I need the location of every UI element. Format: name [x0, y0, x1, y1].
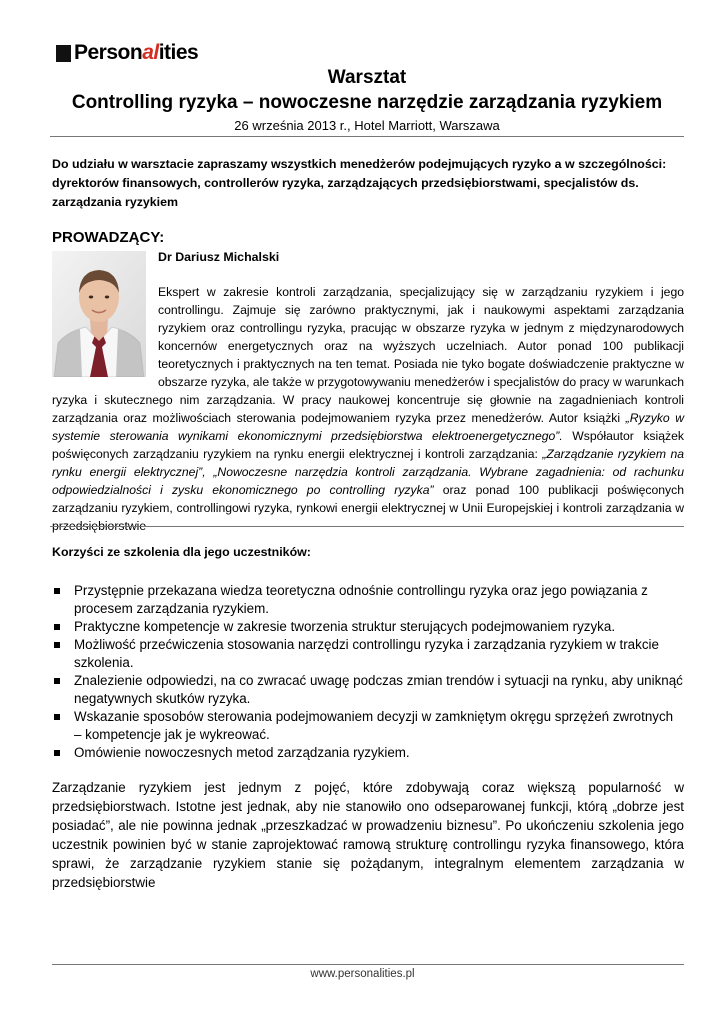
footer-url[interactable]: www.personalities.pl: [310, 968, 415, 980]
bio-book-title-1: „Ryzyko w systemie sterowania wynikami ekonomicznymi przedsiębiorstwa elektroenergetycznego”.: [52, 411, 684, 443]
benefit-text: Przystępnie przekazana wiedza teoretyczna odnośnie controllingu ryzyka oraz jego powiązania z procesem zarządzania ryzykiem.: [74, 583, 648, 616]
list-item: [52, 618, 684, 636]
bio-book-titles-2: „Zarządzanie ryzykiem na rynku energii elektrycznej”, „Nowoczesne narzędzia kontroli zarządzania. Wybrane zagadnienia: od rachunku odpowiedzialności i zysku ekonomicznego po controlling ryzyka”: [52, 447, 684, 497]
list-item: [52, 744, 684, 762]
intro-text: Do udziału w warsztacie zapraszamy wszystkich menedżerów podejmujących ryzyko a w szczególności: dyrektorów finansowych, controllerów ryzyka, zarządzających przedsiębiorstwami, specjalistów ds. zarządzania ryzykiem: [52, 157, 667, 209]
logo-square-icon: [56, 45, 71, 62]
benefit-text: Wskazanie sposobów sterowania podejmowaniem decyzji w zamkniętym okręgu sprzężeń zwrotnych – kompetencje jak je wykreować.: [74, 709, 674, 742]
benefits-list: [52, 582, 684, 762]
benefit-text: Możliwość przećwiczenia stosowania narzędzi controllingu ryzyka i zarządzania ryzykiem w trakcie szkolenia.: [74, 637, 659, 670]
document-header: [50, 66, 684, 135]
trainer-section-title: PROWADZĄCY:: [52, 229, 165, 246]
trainer-name: Dr Dariusz Michalski: [158, 250, 280, 264]
bio-text-2: Współautor książek poświęconych zarządzaniu ryzykiem na rynku energii elektrycznej i kontroli zarządzania:: [52, 429, 684, 461]
section-divider: [50, 526, 684, 527]
personalities-logo: [56, 40, 198, 66]
logo-text-2: al: [142, 41, 159, 64]
bullet-icon: [54, 678, 60, 684]
trainer-bio: [52, 283, 684, 535]
bullet-icon: [54, 714, 60, 720]
list-item: [52, 708, 684, 744]
benefit-text: Znalezienie odpowiedzi, na co zwracać uwagę podczas zmian trendów i sytuacji na rynku, aby uniknąć negatywnych skutków ryzyka.: [74, 673, 683, 706]
bullet-icon: [54, 642, 60, 648]
benefit-text: Omówienie nowoczesnych metod zarządzania ryzykiem.: [74, 745, 410, 760]
logo-text-3: ities: [158, 41, 199, 64]
list-item: [52, 636, 684, 672]
page-subtitle: Controlling ryzyka – nowoczesne narzędzie zarządzania ryzykiem: [71, 92, 663, 113]
header-divider: [50, 136, 684, 137]
footer-divider: [52, 964, 684, 965]
benefits-title: Korzyści ze szkolenia dla jego uczestników:: [52, 545, 311, 559]
logo-text-1: Person: [74, 41, 143, 64]
closing-paragraph: Zarządzanie ryzykiem jest jednym z pojęć, które zdobywają coraz większą popularność w przedsiębiorstwach. Istotne jest jednak, aby nie stanowiło ono odseparowanej funkcji, którą „dobrze jest posiadać”, ale nie powinna jednak „przeszkadzać w prowadzeniu biznesu”. Po ukończeniu szkolenia jego uczestnik powinien być w stanie zaprojektować ramową strukturę controllingu ryzyka finansowego, która sprawi, że zarządzanie ryzykiem stanie się pożądanym, integralnym elementem zarządzania w przedsiębiorstwie: [52, 780, 684, 890]
bio-text-1: Ekspert w zakresie kontroli zarządzania, specjalizujący się w zarządzaniu ryzykiem i jego controllingu. Zajmuje się zarówno praktycznymi, jak i naukowymi aspektami zarządzania ryzykiem oraz controllingu ryzyka, pracując w obszarze ryzyka w jednym z międzynarodowych koncernów energetycznych oraz na wyższych uczelniach. Autor ponad 100 publikacji teoretycznych i praktycznych na ten temat. Posiada nie tyko bogate doświadczenie praktyczne w obszarze ryzyka, ale także w przygotowywaniu menedżerów i specjalistów do pracy w warunkach ryzyka i skutecznego nim zarządzania. W pracy naukowej koncentruje się głownie na zagadnieniach kontroli zarządzania oraz możliwościach sterowania podejmowaniem ryzyka przez menedżerów. Autor książki: [52, 285, 684, 425]
bullet-icon: [54, 750, 60, 756]
bullet-icon: [54, 624, 60, 630]
bio-text-3: oraz ponad 100 publikacji poświęconych zarządzaniu ryzykiem, controllingowi ryzyka, rynkowi energii elektrycznej w Unii Europejskiej i kontroli zarządzania w przedsiębiorstwie: [52, 483, 684, 533]
benefit-text: Praktyczne kompetencje w zakresie tworzenia struktur sterujących podejmowaniem ryzyka.: [74, 619, 616, 634]
event-date-place: 26 września 2013 r., Hotel Marriott, Warszawa: [234, 118, 500, 133]
list-item: [52, 672, 684, 708]
list-item: [52, 582, 684, 618]
bullet-icon: [54, 588, 60, 594]
page-title: Warsztat: [327, 67, 407, 88]
